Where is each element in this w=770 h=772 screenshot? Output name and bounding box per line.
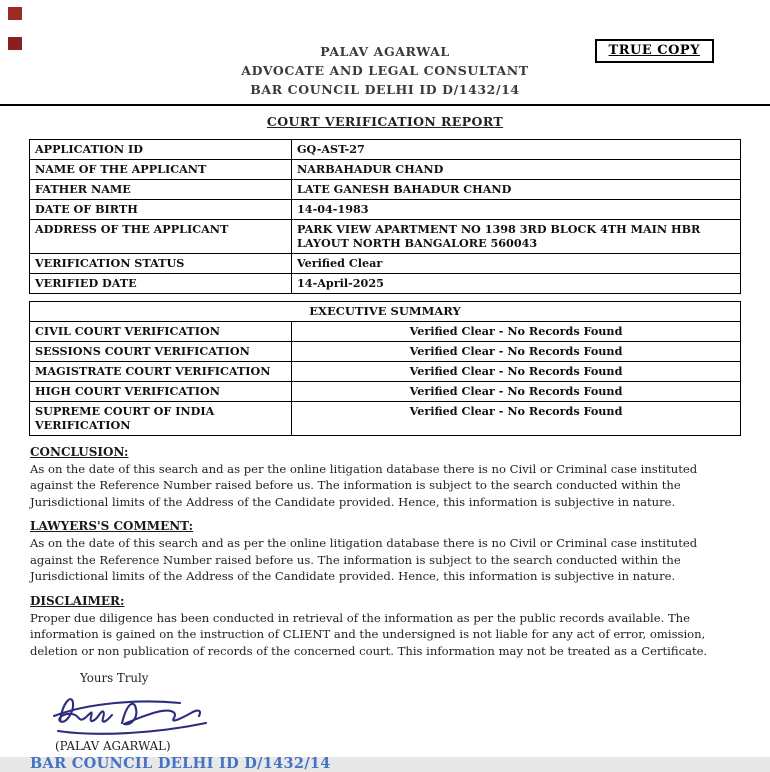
closing-line: Yours Truly xyxy=(80,671,149,686)
row-value: Verified Clear - No Records Found xyxy=(292,382,741,402)
report-title: COURT VERIFICATION REPORT xyxy=(266,114,504,129)
applicant-table xyxy=(29,139,741,294)
row-label: VERIFICATION STATUS xyxy=(30,254,292,274)
red-stamp-mark-1 xyxy=(8,7,22,20)
conclusion-body: As on the date of this search and as per the online litigation database there is no Civil or Criminal case instituted against the Reference Number raised before us. The information is subject to the search conducted within the Jurisdictional limits of the Address of the Candidate provided. Hence, this information is subjective in nature. xyxy=(30,462,698,509)
advocate-name: PALAV AGARWAL xyxy=(320,44,450,59)
table-row xyxy=(30,274,741,294)
header-divider xyxy=(0,104,770,106)
table-row xyxy=(30,254,741,274)
row-value: 14-April-2025 xyxy=(292,274,741,294)
disclaimer-body: Proper due diligence has been conducted in retrieval of the information as per the public records available. The information is gained on the instruction of CLIENT and the undersigned is not liable for any act of error, omission, deletion or non publication of records of the concerned court. This information may not be treated as a Certificate. xyxy=(30,610,708,658)
signature-image xyxy=(48,687,770,739)
row-label: ADDRESS OF THE APPLICANT xyxy=(30,220,292,254)
advocate-title: ADVOCATE AND LEGAL CONSULTANT xyxy=(241,63,529,78)
table-row xyxy=(30,220,741,254)
row-value: Verified Clear - No Records Found xyxy=(292,322,741,342)
executive-summary-table xyxy=(29,301,741,436)
signatory-name: (PALAV AGARWAL) xyxy=(55,739,171,754)
row-value: Verified Clear - No Records Found xyxy=(292,342,741,362)
red-stamp-mark-2 xyxy=(8,37,22,50)
table-row xyxy=(30,342,741,362)
summary-header-row xyxy=(30,302,741,322)
row-label: HIGH COURT VERIFICATION xyxy=(30,382,292,402)
row-value: Verified Clear - No Records Found xyxy=(292,362,741,382)
advocate-bar-id: BAR COUNCIL DELHI ID D/1432/14 xyxy=(250,82,520,97)
disclaimer-section xyxy=(30,594,740,659)
disclaimer-heading: DISCLAIMER: xyxy=(30,593,125,608)
table-row xyxy=(30,402,741,436)
conclusion-section xyxy=(30,445,740,510)
row-value: NARBAHADUR CHAND xyxy=(292,160,741,180)
conclusion-heading: CONCLUSION: xyxy=(30,445,129,459)
lawyers-comment-body: As on the date of this search and as per the online litigation database there is no Civil or Criminal case instituted against the Reference Number raised before us. The information is subject to the search conducted within the Jurisdictional limits of the Address of the Candidate provided. Hence, this information is subjective in nature. xyxy=(30,536,698,584)
summary-header: EXECUTIVE SUMMARY xyxy=(30,302,741,322)
row-value: LATE GANESH BAHADUR CHAND xyxy=(292,180,741,200)
row-label: SUPREME COURT OF INDIA VERIFICATION xyxy=(30,402,292,436)
row-label: SESSIONS COURT VERIFICATION xyxy=(30,342,292,362)
row-label: MAGISTRATE COURT VERIFICATION xyxy=(30,362,292,382)
row-value: PARK VIEW APARTMENT NO 1398 3RD BLOCK 4TH MAIN HBR LAYOUT NORTH BANGALORE 560043 xyxy=(292,220,741,254)
lawyers-comment-section xyxy=(30,519,740,584)
table-row xyxy=(30,200,741,220)
row-label: VERIFIED DATE xyxy=(30,274,292,294)
row-value: Verified Clear xyxy=(292,254,741,274)
row-label: FATHER NAME xyxy=(30,180,292,200)
true-copy-stamp xyxy=(595,39,714,63)
true-copy-label: TRUE COPY xyxy=(608,43,700,58)
row-label: CIVIL COURT VERIFICATION xyxy=(30,322,292,342)
row-value: GQ-AST-27 xyxy=(292,140,741,160)
row-label: NAME OF THE APPLICANT xyxy=(30,160,292,180)
table-row xyxy=(30,160,741,180)
row-label: APPLICATION ID xyxy=(30,140,292,160)
table-row xyxy=(30,322,741,342)
table-row xyxy=(30,140,741,160)
row-label: DATE OF BIRTH xyxy=(30,200,292,220)
bar-council-id-footer: BAR COUNCIL DELHI ID D/1432/14 xyxy=(30,755,331,772)
table-row xyxy=(30,382,741,402)
row-value: Verified Clear - No Records Found xyxy=(292,402,741,436)
table-row xyxy=(30,180,741,200)
lawyers-comment-heading: LAWYERS'S COMMENT: xyxy=(30,519,194,534)
table-row xyxy=(30,362,741,382)
row-value: 14-04-1983 xyxy=(292,200,741,220)
